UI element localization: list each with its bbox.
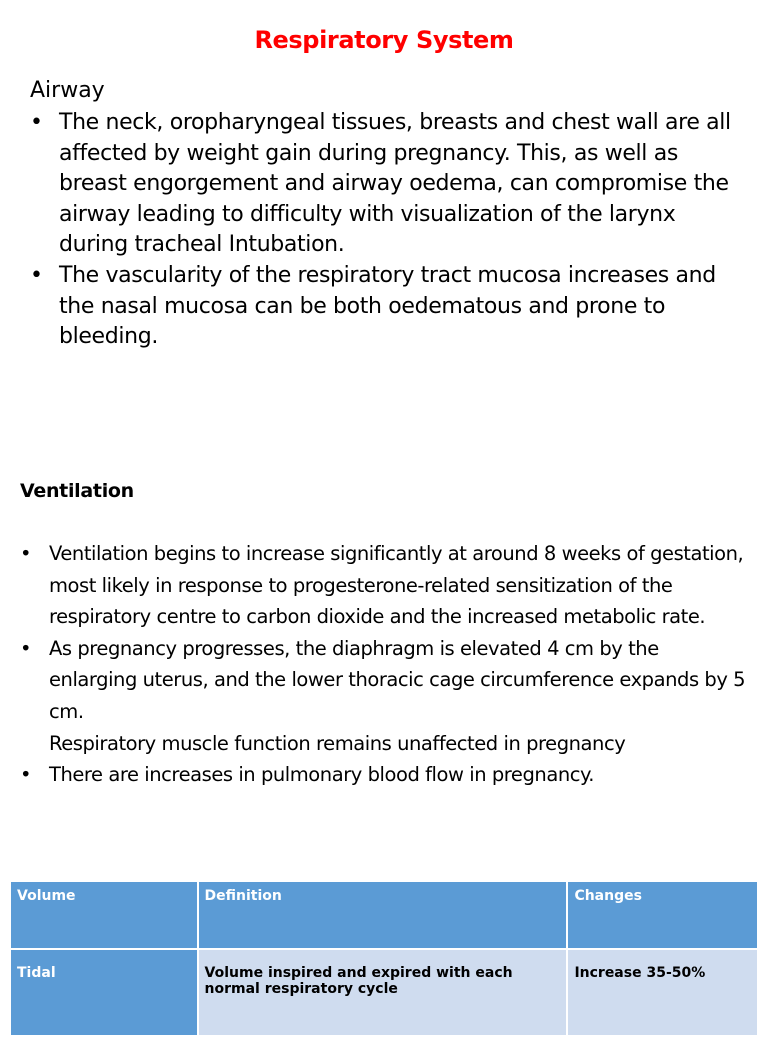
table-cell-changes: Increase 35-50% xyxy=(567,949,758,1036)
page-title: Respiratory System xyxy=(254,26,514,54)
lung-volumes-table xyxy=(9,880,759,1037)
ventilation-heading: Ventilation xyxy=(20,480,134,502)
table-header-cell: Definition xyxy=(198,881,568,949)
airway-bullet: • The vascularity of the respiratory tract mucosa increases and the nasal mucosa can be both oedematous and prone to bleeding. xyxy=(30,261,750,353)
airway-heading: Airway xyxy=(30,78,105,103)
table-row xyxy=(10,949,758,1036)
ventilation-bullet: • There are increases in pulmonary blood flow in pregnancy. xyxy=(20,759,750,791)
table-header-cell: Changes xyxy=(567,881,758,949)
table-cell-volume: Tidal xyxy=(10,949,198,1036)
ventilation-bullet: • As pregnancy progresses, the diaphragm is elevated 4 cm by the enlarging uterus, and the lower thoracic cage circumference expands by 5 cm. xyxy=(20,633,750,728)
table-cell-definition: Volume inspired and expired with each normal respiratory cycle xyxy=(198,949,568,1036)
airway-bullet: • The neck, oropharyngeal tissues, breasts and chest wall are all affected by weight gain during pregnancy. This, as well as breast engorgement and airway oedema, can compromise the airway leading to difficulty with visualization of the larynx during tracheal Intubation. xyxy=(30,108,750,261)
ventilation-bullet-list xyxy=(20,538,750,791)
ventilation-bullet-continuation: Respiratory muscle function remains unaffected in pregnancy xyxy=(49,731,626,755)
table-header-row xyxy=(10,881,758,949)
airway-bullet-list xyxy=(30,108,750,353)
table-header-cell: Volume xyxy=(10,881,198,949)
ventilation-bullet: • Ventilation begins to increase significantly at around 8 weeks of gestation, most likely in response to progesterone-related sensitization of the respiratory centre to carbon dioxide and the increased metabolic rate. xyxy=(20,538,750,633)
